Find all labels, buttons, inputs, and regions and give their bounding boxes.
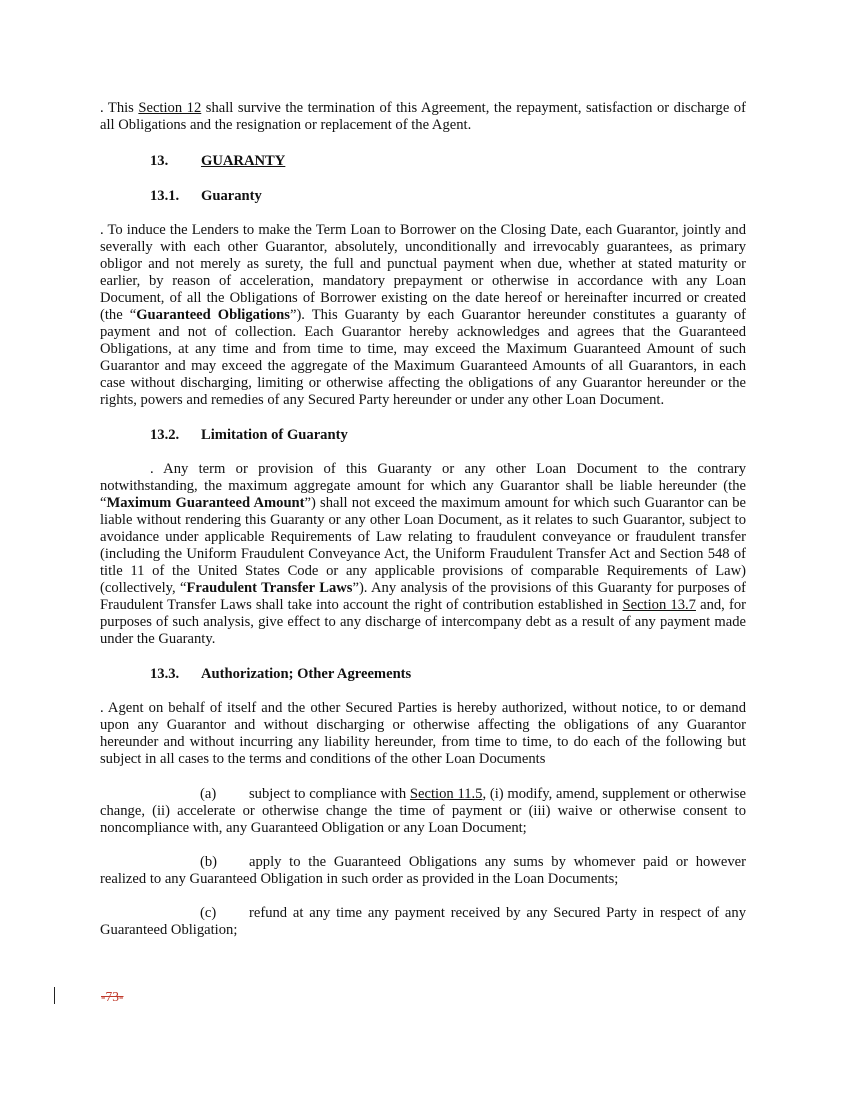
change-bar xyxy=(54,987,55,1004)
section-13-heading xyxy=(150,153,746,170)
section-13-3-heading xyxy=(150,666,746,683)
maximum-guaranteed-amount-term: Maximum Guaranteed Amount xyxy=(106,495,305,511)
clause-b-text: apply to the Guaranteed Obligations any sums by whomever paid or however realized to any Guaranteed Obligation in such order as provided in the Loan Documents; xyxy=(100,854,746,887)
clause-c xyxy=(100,905,746,939)
fraudulent-transfer-laws-term: Fraudulent Transfer Laws xyxy=(186,580,353,596)
clause-c-text: refund at any time any payment received by any Secured Party in respect of any Guaranteed Obligation; xyxy=(100,905,746,938)
s13-1-text1: . To induce the Lenders to make the Term Loan to Borrower on the Closing Date, each Guarantor, jointly and severally with each other Guarantor, absolutely, unconditionally and irrevocably guarantees, as primary obligor and not merely as surety, the full and punctual payment when due, whether at stated maturity or earlier, by reason of acceleration, mandatory prepayment or otherwise in accordance with any Loan Document, of all the Obligations of Borrower existing on the date hereof or hereinafter incurred or created (the “ xyxy=(100,222,746,323)
section-12-reference[interactable]: Section 12 xyxy=(138,100,202,116)
section-13-title: GUARANTY xyxy=(201,153,286,169)
section-13-2-title: Limitation of Guaranty xyxy=(201,427,348,443)
section-13-1-body xyxy=(100,222,746,409)
section-13-2-number: 13.2. xyxy=(150,427,180,443)
section-13-1-heading xyxy=(150,188,746,205)
clause-b-label: (b) xyxy=(200,854,218,870)
intro-rest: shall survive the termination of this Agreement, the repayment, satisfaction or discharge of all Obligations and the resignation or replacement of the Agent. xyxy=(100,100,746,133)
intro-paragraph xyxy=(100,100,746,134)
section-13-2-body xyxy=(100,461,746,648)
section-13-3-title: Authorization; Other Agreements xyxy=(201,666,412,682)
section-13-2-heading xyxy=(150,427,746,444)
clause-a-label: (a) xyxy=(200,786,217,802)
section-13-3-body xyxy=(100,700,746,768)
clause-b xyxy=(100,854,746,888)
clause-a xyxy=(100,786,746,837)
section-11-5-reference[interactable]: Section 11.5 xyxy=(409,786,483,802)
s13-2-text3: ”). Any analysis of the provisions of this Guaranty for purposes of Fraudulent Transfer Laws shall take into account the right of contribution established in xyxy=(100,580,746,613)
document-page xyxy=(100,100,746,956)
s13-2-text2: ”) shall not exceed the maximum amount for which such Guarantor can be liable without rendering this Guaranty or any other Loan Document, as it relates to such Guarantor, subject to avoidance under applicable Requirements of Law relating to fraudulent conveyance or fraudulent transfer (including the Uniform Fraudulent Conveyance Act, the Uniform Fraudulent Transfer Act and Section 548 of title 11 of the United States Code or any applicable provisions of comparable Requirements of Law) (collectively, “ xyxy=(100,495,747,596)
section-13-7-reference[interactable]: Section 13.7 xyxy=(622,597,696,613)
intro-lead: . This xyxy=(100,100,139,116)
clause-a-text2: , (i) modify, amend, supplement or otherwise change, (ii) accelerate or otherwise change the time of payment or (iii) waive or otherwise consent to noncompliance with, any Guaranteed Obligation or any Loan Document; xyxy=(100,786,746,836)
section-13-1-title: Guaranty xyxy=(201,188,262,204)
section-13-1-number: 13.1. xyxy=(150,188,180,204)
guaranteed-obligations-term: Guaranteed Obligations xyxy=(136,307,290,323)
s13-2-text1: . Any term or provision of this Guaranty or any other Loan Document to the contrary notwithstanding, the maximum aggregate amount for which any Guarantor shall be liable hereunder (the “ xyxy=(100,461,746,511)
section-13-3-number: 13.3. xyxy=(150,666,180,682)
clause-a-text1: subject to compliance with xyxy=(249,786,410,802)
s13-3-text1: . Agent on behalf of itself and the other Secured Parties is hereby authorized, without notice, to or demand upon any Guarantor and without discharging or otherwise affecting the obligations of any Guarantor hereunder and without incurring any liability hereunder, from time to time, to do each of the following but subject in all cases to the terms and conditions of the other Loan Documents xyxy=(100,700,746,767)
clause-c-label: (c) xyxy=(200,905,217,921)
s13-2-text4: and, for purposes of such analysis, give effect to any discharge of intercompany debt as a result of any payment made under the Guaranty. xyxy=(100,597,746,647)
page-number: -73- xyxy=(101,989,124,1004)
s13-1-text2: ”). This Guaranty by each Guarantor hereunder constitutes a guaranty of payment and not of collection. Each Guarantor hereby acknowledges and agrees that the Guaranteed Obligations, at any time and from time to time, may exceed the Maximum Guaranteed Amount of such Guarantor and may exceed the aggregate of the Maximum Guaranteed Amounts of all Guarantors, in each case without discharging, limiting or otherwise affecting the obligations of any Guarantor hereunder or the rights, powers and remedies of any Secured Party hereunder or under any other Loan Document. xyxy=(100,307,746,408)
section-13-number: 13. xyxy=(150,153,169,169)
